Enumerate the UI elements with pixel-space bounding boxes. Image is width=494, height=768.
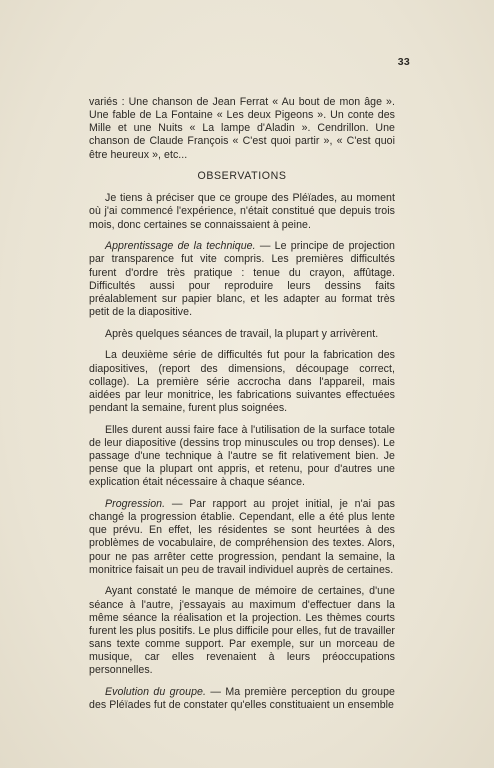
paragraph-lead: Evolution du groupe. xyxy=(105,685,206,698)
paragraph-text: Je tiens à préciser que ce groupe des Pléïades, au moment où j'ai commencé l'expérience, n'était constitué que depuis trois mois, donc certaines se connaissaient à peine. xyxy=(89,192,395,231)
paragraph-text: — Ma première perception du groupe des Pléïades fut de constater qu'elles constituaient un ensemble xyxy=(89,685,396,712)
paragraph xyxy=(89,240,395,319)
paragraph-text: variés : Une chanson de Jean Ferrat « Au bout de mon âge ». Une fable de La Fontaine « Les deux Pigeons ». Un conte des Mille et une Nuits « La lampe d'Aladin ». Cendrillon. Une chanson de Claude François « C'est quoi partir », « C'est quoi être heureux », etc... xyxy=(89,96,395,161)
paragraph xyxy=(89,585,395,677)
paragraph xyxy=(89,328,395,341)
paragraph-text: — Par rapport au projet initial, je n'ai pas changé la progression établie. Cependant, elle a été plus lente que prévu. En effet, les résidentes se sont heurtées à des problèmes de vocabulaire, de compréhension des textes. Alors, pour ne pas arrêter cette progression, pendant la semaine, la monitrice faisait un peu de travail individuel auprès de certaines. xyxy=(89,497,395,576)
paragraph xyxy=(89,424,395,490)
paragraph-text: Ayant constaté le manque de mémoire de certaines, d'une séance à l'autre, j'essayais au maximum d'effectuer dans la même séance la réalisation et la projection. Les thèmes courts furent les plus positifs. Le plus difficile pour elles, fut de travailler sans texte comme support. Par exemple, sur un morceau de musique, car elles revenaient à leurs préoccupations personnelles. xyxy=(89,585,395,677)
paragraph-lead: Apprentissage de la technique. xyxy=(105,240,256,253)
page-number: 33 xyxy=(397,56,410,68)
paragraph-text: — Le principe de projection par transparence fut vite compris. Les premières difficultés furent d'ordre très pratique : tenue du crayon, affûtage. Difficultés aussi pour reproduire leurs dessins faits préalablement sur papier blanc, et les adapter au format très petit de la diapositive. xyxy=(89,240,395,319)
paragraph-text: Elles durent aussi faire face à l'utilisation de la surface totale de leur diapositive (dessins trop minuscules ou trop denses). Le passage d'une technique à l'autre se fit relativement bien. Je pense que la plupart ont appris, et retenu, pour d'autres une explication était nécessaire à chaque séance. xyxy=(89,423,395,489)
paragraph-text: La deuxième série de difficultés fut pour la fabrication des diapositives, (report des dimensions, découpage correct, collage). La première série accrocha dans l'appareil, mais aidées par leur monitrice, les fabrications suivantes effectuées pendant la semaine, furent plus soignées. xyxy=(89,349,395,414)
section-heading: OBSERVATIONS xyxy=(197,170,287,183)
paragraph-text: Après quelques séances de travail, la plupart y arrivèrent. xyxy=(105,327,379,340)
body-text xyxy=(89,96,395,721)
paragraph xyxy=(89,686,395,712)
paragraph-lead: Progression. xyxy=(105,497,166,510)
paragraph xyxy=(89,96,395,162)
paragraph xyxy=(89,498,395,577)
paragraph xyxy=(89,349,395,415)
paragraph xyxy=(89,192,395,231)
